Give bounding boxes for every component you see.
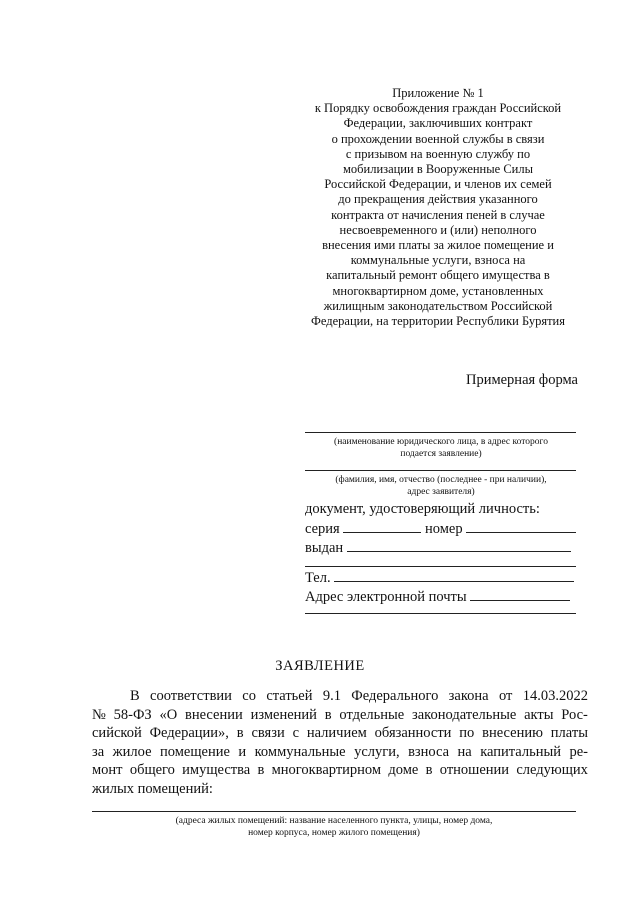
appendix-line: несвоевременного и (или) неполного (339, 222, 537, 237)
email-continuation-line[interactable] (305, 613, 576, 614)
body-word: 58-ФЗ (113, 706, 152, 723)
body-word: платы (550, 725, 588, 742)
body-line (92, 687, 588, 706)
body-word: внесении (185, 706, 243, 723)
body-word: соответствии (150, 688, 232, 704)
number-field[interactable] (466, 519, 576, 533)
body-word: монт (92, 762, 123, 779)
series-number-row (305, 519, 576, 538)
body-line (92, 780, 588, 799)
body-line (92, 706, 588, 725)
body-word: отдельные (339, 706, 405, 723)
body-word: с (292, 725, 299, 742)
body-word: Федерального (351, 688, 439, 704)
body-word: общего (129, 762, 175, 779)
appendix-line: о прохождении военной службы в связи (331, 131, 545, 146)
body-word: ре- (569, 743, 588, 760)
appendix-line: многоквартирном доме, установленных (332, 283, 544, 298)
body-word: «О (159, 706, 178, 723)
body-word: Рос- (561, 706, 588, 723)
appendix-line: с призывом на военную службу по (345, 146, 531, 161)
appendix-line: капитальный ремонт общего имущества в (326, 268, 550, 283)
statement-body (92, 687, 588, 799)
body-line (92, 724, 588, 743)
sample-form-label: Примерная форма (465, 372, 578, 388)
series-label: серия (305, 521, 340, 537)
issued-continuation-line[interactable] (305, 566, 576, 567)
body-word: изменений (250, 706, 317, 723)
appendix-line: внесения ими платы за жилое помещение и (322, 238, 554, 253)
email-field[interactable] (470, 587, 570, 601)
body-word: отношении (439, 762, 510, 779)
appendix-line: контракта от начисления пеней в случае (331, 207, 545, 222)
body-word: 9.1 (322, 688, 341, 704)
applicant-name-line[interactable] (305, 470, 576, 471)
body-word: по (459, 725, 475, 742)
body-word: Федерации», (149, 725, 229, 742)
body-word: наличием (306, 725, 367, 742)
appendix-line: Приложение № 1 (392, 86, 484, 100)
phone-label: Тел. (305, 570, 331, 586)
appendix-line: Российской Федерации, и членов их семей (324, 177, 552, 192)
body-word: в (236, 725, 244, 742)
appendix-line: до прекращения действия указанного (338, 192, 538, 207)
series-field[interactable] (343, 519, 421, 533)
body-word: законодательные (412, 706, 517, 723)
body-word: статьей (266, 688, 313, 704)
body-word: в (257, 762, 265, 779)
appendix-line: мобилизации в Вооруженные Силы (343, 162, 533, 177)
id-document-label: документ, удостоверяющий личность: (305, 501, 540, 517)
body-word: следующих (516, 762, 588, 779)
body-word: от (498, 688, 513, 704)
body-word: 14.03.2022 (522, 688, 588, 704)
phone-field[interactable] (334, 568, 574, 582)
body-word: многоквартирном (271, 762, 382, 779)
number-label: номер (424, 521, 463, 537)
issued-field[interactable] (347, 538, 571, 552)
body-word: коммунальные (254, 743, 346, 760)
issued-label: выдан (305, 540, 344, 556)
body-word: капитальный (480, 743, 561, 760)
applicant-name-caption: (фамилия, имя, отчество (последнее - при наличии), адрес заявителя) (335, 475, 547, 497)
body-line (92, 743, 588, 762)
body-word: акты (524, 706, 554, 723)
body-word: № (92, 706, 106, 723)
appendix-header (300, 86, 576, 329)
body-word: В (130, 688, 140, 704)
body-word: и (238, 743, 247, 760)
body-word: услуги, (354, 743, 400, 760)
appendix-line: Федерации, заключивших контракт (343, 116, 533, 131)
body-word: за (92, 743, 105, 760)
body-word: со (242, 688, 256, 704)
body-word: внесению (482, 725, 543, 742)
appendix-line: жилищным законодательством Российской (323, 298, 553, 313)
body-word: обязанности (374, 725, 452, 742)
body-word: на (457, 743, 472, 760)
email-row (305, 587, 570, 606)
body-line (92, 761, 588, 780)
property-address-caption: (адреса жилых помещений: название населенного пункта, улицы, номер дома, номер корпуса, номер жилого помещения) (175, 816, 493, 838)
body-word: сийской (92, 725, 142, 742)
body-word: в (324, 706, 332, 723)
body-word: закона (448, 688, 489, 704)
appendix-line: к Порядку освобождения граждан Российской (314, 101, 562, 116)
phone-row (305, 568, 574, 587)
issued-row (305, 538, 571, 557)
body-word: связи (251, 725, 285, 742)
body-word: помещение (160, 743, 230, 760)
appendix-line: Федерации, на территории Республики Бурятия (311, 314, 565, 329)
body-word: имущества (182, 762, 251, 779)
body-word: в (425, 762, 433, 779)
appendix-line: коммунальные услуги, взноса на (350, 253, 526, 268)
property-address-line[interactable] (92, 811, 576, 812)
body-word: взноса (408, 743, 450, 760)
org-name-line[interactable] (305, 432, 576, 433)
body-word: жилых помещений: (92, 780, 213, 797)
body-word: доме (388, 762, 419, 779)
email-label: Адрес электронной почты (305, 589, 467, 605)
document-title: ЗАЯВЛЕНИЕ (275, 658, 365, 674)
body-word: жилое (112, 743, 152, 760)
org-name-caption: (наименование юридического лица, в адрес которого подается заявление) (334, 437, 548, 459)
